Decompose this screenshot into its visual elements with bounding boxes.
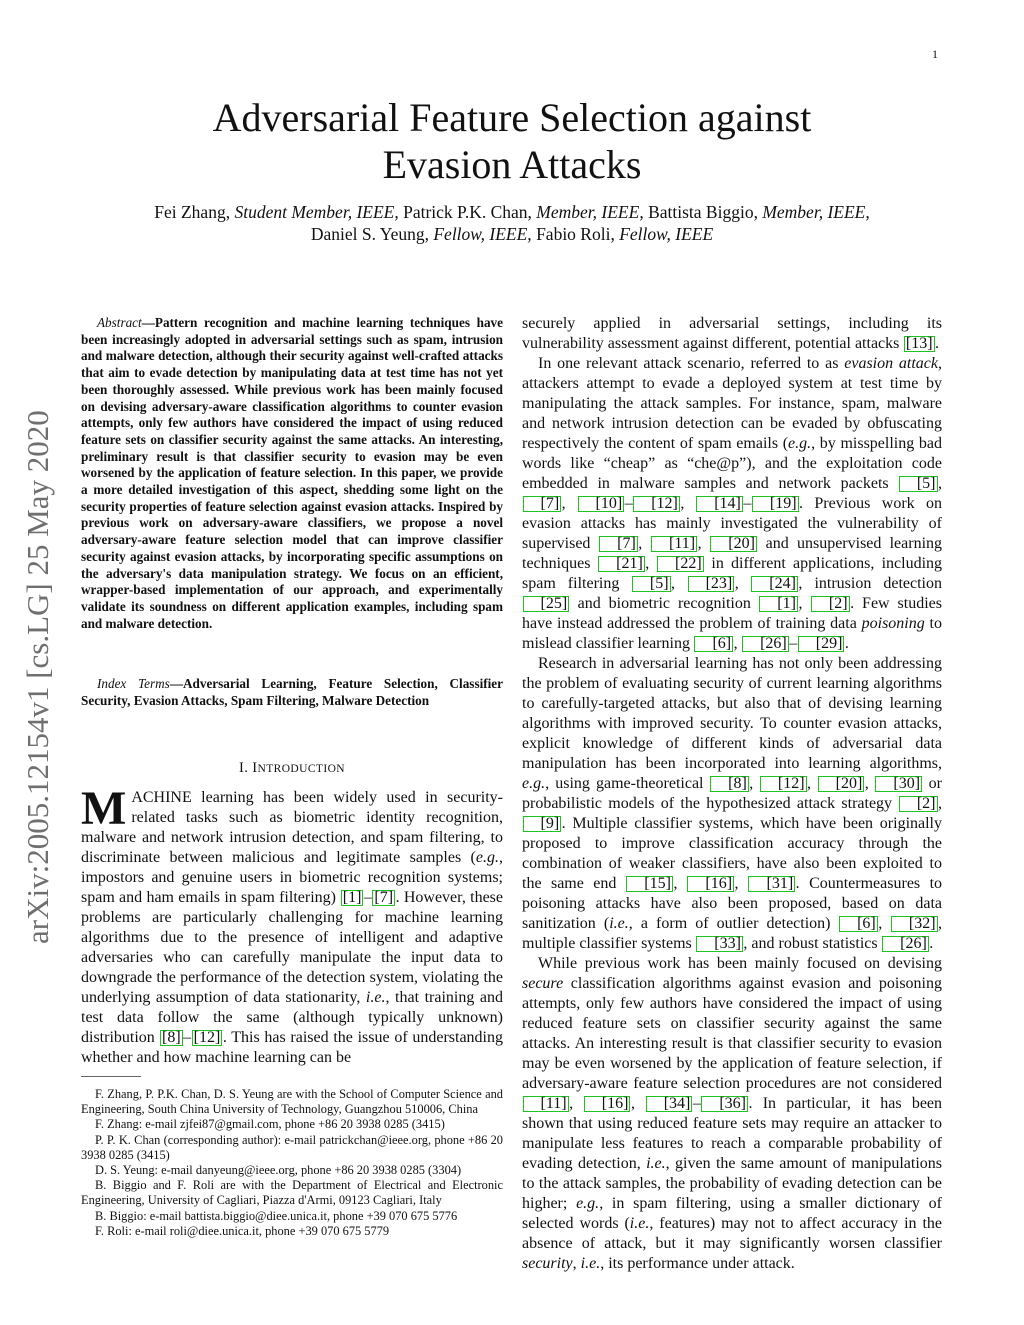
body-text: , by misspelling bad words like “cheap” as “che@p”), and the exploitation code embedded in malware samples and network packets	[522, 435, 942, 492]
author-line-2	[110, 223, 914, 245]
body-text: e.g.	[522, 775, 546, 792]
body-text: ,	[572, 1255, 581, 1272]
citation-link[interactable]: [20]	[710, 536, 757, 552]
right-column	[522, 314, 942, 1274]
footnotes	[81, 1087, 503, 1239]
body-text: . Countermeasures to poisoning attacks have also been proposed, based on data sanitization (	[522, 875, 943, 932]
paragraph	[522, 654, 942, 954]
citation-link[interactable]: [36]	[701, 1096, 748, 1112]
citation-link[interactable]: [12]	[633, 496, 680, 512]
author-name: Fei Zhang,	[154, 202, 235, 222]
citation-link[interactable]: [32]	[891, 916, 938, 932]
citation-link[interactable]: [20]	[818, 776, 865, 792]
citation-link[interactable]: [15]	[626, 876, 673, 892]
index-terms-text: —Adversarial Learning, Feature Selection, Classifier Security, Evasion Attacks, Spam Filtering, Malware Detection	[81, 676, 503, 708]
body-text: securely applied in adversarial settings, including its vulnerability assessment against different, potential attacks	[522, 315, 942, 352]
body-text: ,	[798, 595, 811, 612]
citation-link[interactable]: [7]	[599, 536, 638, 552]
citation-link[interactable]: [10]	[578, 496, 625, 512]
body-text: e.g.	[788, 435, 812, 452]
body-text: secure	[522, 975, 564, 992]
author-name: Daniel S. Yeung,	[310, 224, 434, 244]
citation-link[interactable]: [2]	[811, 596, 850, 612]
section-title-initial: I	[252, 760, 258, 776]
body-text: –	[183, 1029, 192, 1046]
citation-link[interactable]: [1]	[342, 889, 362, 906]
body-text: , its performance under attack.	[600, 1255, 795, 1272]
author-affiliation: Member, IEEE,	[536, 202, 649, 222]
citation-link[interactable]: [31]	[748, 876, 795, 892]
body-text: ,	[864, 775, 875, 792]
citation-link[interactable]: [8]	[710, 776, 749, 792]
citation-link[interactable]: [7]	[374, 889, 394, 906]
body-text: ,	[638, 535, 651, 552]
citation-link[interactable]: [34]	[646, 1096, 693, 1112]
footnote: F. Roli: e-mail roli@diee.unica.it, phone +39 070 675 5779	[95, 1223, 390, 1238]
body-text: .	[929, 935, 934, 952]
body-text: , attackers attempt to evade a deployed system at test time by manipulating the attack samples. For instance, spam, malware and network intrusion detection can be evaded by obfuscating respectively the content of spam emails (	[522, 355, 943, 452]
arxiv-identifier: arXiv:2005.12154v1 [cs.LG] 25 May 2020	[20, 410, 55, 944]
page-number: 1	[932, 47, 938, 61]
body-text: In one relevant attack scenario, referred to as	[538, 355, 845, 372]
author-line-1	[110, 201, 914, 223]
body-text: i.e.	[609, 915, 629, 932]
footnote-rule	[81, 1076, 141, 1077]
section-heading	[81, 760, 503, 777]
body-text: . However, these problems are particularly challenging for machine learning algorithms due to the presence of intelligent and adaptive adversaries who can carefully manipulate the input data to downgrade the performance of the detection system, violating the underlying assumption of data stationarity,	[81, 889, 503, 1006]
paragraph	[522, 314, 942, 354]
body-text: , in spam filtering, using a smaller dictionary of selected words (	[522, 1195, 942, 1232]
body-text: . This has raised the issue of understanding whether and how machine learning can be	[81, 1029, 503, 1066]
body-text: ,	[673, 875, 687, 892]
body-text: i.e.	[646, 1155, 666, 1172]
footnote: F. Zhang: e-mail zjfei87@gmail.com, phone +86 20 3938 0285 (3415)	[95, 1117, 445, 1132]
section-title-rest: NTRODUCTION	[257, 763, 345, 775]
citation-link[interactable]: [23]	[688, 576, 735, 592]
author-name: Patrick P.K. Chan,	[403, 202, 537, 222]
paragraph	[522, 954, 942, 1274]
author-affiliation: Student Member, IEEE,	[234, 202, 404, 222]
citation-link[interactable]: [14]	[696, 496, 743, 512]
body-text: ,	[807, 775, 818, 792]
author-name: Fabio Roli,	[536, 224, 620, 244]
body-text: , and robust statistics	[743, 935, 882, 952]
body-text: ,	[938, 795, 942, 812]
body-text: –	[624, 495, 633, 512]
body-text: –	[363, 889, 372, 906]
body-text: i.e.	[580, 1255, 601, 1272]
body-text: ,	[938, 475, 942, 492]
citation-link[interactable]: [13]	[905, 335, 933, 352]
citation-link[interactable]: [11]	[651, 536, 697, 552]
citation-link[interactable]: [26]	[742, 636, 789, 652]
citation-link[interactable]: [7]	[523, 496, 562, 512]
body-text: . Multiple classifier systems, which have been originally proposed to improve classification accuracy through the combination of weaker classifiers, have also been exploited to the same end	[522, 815, 942, 892]
body-text: , a form of outlier detection)	[628, 915, 839, 932]
body-text: ACHINE learning has been widely used in security-related tasks such as biometric identity recognition, malware and network intrusion detection, and spam filtering, to discriminate between malicious and legitimate samples (	[81, 789, 503, 866]
body-text: , intrusion detection	[798, 575, 942, 592]
body-text: to mislead classifier learning	[522, 615, 942, 652]
abstract-text: —Pattern recognition and machine learning techniques have been increasingly adopted in adversarial settings such as spam, intrusion and malware detection, although their security against well-crafted attacks that aim to evade detection by manipulating data at test time has not yet been thoroughly assessed. While previous work has been mainly focused on devising adversary-aware classification algorithms to counter evasion attempts, only few authors have considered the impact of using reduced feature sets on classifier security against the same attacks. An interesting, preliminary result is that classifier security to evasion may be even worsened by the application of feature selection. In this paper, we provide a more detailed investigation of this aspect, shedding some light on the security properties of feature selection against evasion attacks. Inspired by previous work on adversary-aware classifiers, we propose a novel adversary-aware feature selection model that can improve classifier security against evasion attacks, by incorporating specific assumptions on the adversary's data manipulation strategy. We focus on an efficient, wrapper-based implementation of our approach, and experimentally validate its soundness on different application examples, including spam and malware detection.	[81, 315, 503, 631]
body-text: e.g.	[576, 1195, 600, 1212]
citation-link[interactable]: [11]	[523, 1096, 569, 1112]
citation-link[interactable]: [6]	[839, 916, 878, 932]
body-text: ,	[645, 555, 657, 572]
body-text: ,	[630, 1095, 646, 1112]
body-text: , features) may not to affect accuracy in the absence of attack, but it may significantly worsen classifier	[522, 1215, 942, 1252]
body-text: .	[844, 635, 849, 652]
citation-link[interactable]: [26]	[882, 936, 929, 952]
body-text: , impostors and genuine users in biometric recognition systems; spam and ham emails in spam filtering)	[81, 849, 503, 906]
footnote: B. Biggio and F. Roli are with the Department of Electrical and Electronic Engineering, University of Cagliari, Piazza d'Armi, 09123 Cagliari, Italy	[81, 1178, 503, 1208]
citation-link[interactable]: [5]	[899, 476, 938, 492]
introduction-body	[81, 782, 503, 1068]
body-text: –	[743, 495, 752, 512]
paragraph	[522, 354, 942, 654]
citation-link[interactable]: [24]	[751, 576, 798, 592]
citation-link[interactable]: [33]	[696, 936, 743, 952]
citation-link[interactable]: [1]	[759, 596, 798, 612]
body-text: ,	[734, 875, 748, 892]
body-text: , using game-theoretical	[545, 775, 710, 792]
section-number: I.	[239, 760, 253, 776]
citation-link[interactable]: [16]	[584, 1096, 631, 1112]
body-text: –	[692, 1095, 701, 1112]
body-text: and unsupervised learning techniques	[522, 535, 943, 572]
citation-link[interactable]: [21]	[598, 556, 645, 572]
body-text: poisoning	[861, 615, 925, 632]
body-text: ,	[680, 495, 696, 512]
title-line-2: Evasion Attacks	[382, 142, 642, 187]
citation-link[interactable]: [12]	[193, 1029, 221, 1046]
drop-cap: M	[81, 782, 127, 835]
title-line-1: Adversarial Feature Selection against	[212, 95, 812, 140]
footnote: F. Zhang, P. P.K. Chan, D. S. Yeung are with the School of Computer Science and Engineering, South China University of Technology, Guangzhou 510006, China	[81, 1087, 503, 1117]
body-text: or probabilistic models of the hypothesized attack strategy	[522, 775, 942, 812]
body-text: . Few studies have instead addressed the problem of training data	[522, 595, 943, 632]
body-text: While previous work has been mainly focused on devising	[538, 955, 942, 972]
body-text: ,	[734, 575, 751, 592]
body-text: ,	[697, 535, 710, 552]
body-text: .	[935, 335, 940, 352]
citation-link[interactable]: [30]	[875, 776, 922, 792]
body-text: security	[522, 1255, 573, 1272]
body-text: in different applications, including spam filtering	[522, 555, 943, 592]
body-text: i.e.	[629, 1215, 650, 1232]
citation-link[interactable]: [12]	[760, 776, 807, 792]
citation-link[interactable]: [6]	[694, 636, 733, 652]
citation-link[interactable]: [8]	[162, 1029, 181, 1046]
citation-link[interactable]: [22]	[657, 556, 704, 572]
body-text: –	[789, 635, 798, 652]
body-text: . In particular, it has been shown that using reduced feature sets may require an attacker to manipulate less features to reach a comparable probability of evading detection,	[522, 1095, 943, 1172]
author-affiliation: Fellow, IEEE,	[433, 224, 537, 244]
citation-link[interactable]: [25]	[523, 596, 570, 612]
footnote: D. S. Yeung: e-mail danyeung@ieee.org, phone +86 20 3938 0285 (3304)	[95, 1163, 462, 1178]
citation-link[interactable]: [16]	[687, 876, 734, 892]
footnote: P. P. K. Chan (corresponding author): e-mail patrickchan@ieee.org, phone +86 20 3938 0285 (3415)	[81, 1132, 503, 1162]
paper-title	[150, 94, 874, 188]
body-text: Research in adversarial learning has not only been addressing the problem of evaluating security of current learning algorithms to carefully-targeted attacks, but also that of devising learning algorithms with improved security. To counter evasion attacks, explicit knowledge of different kinds of adversarial data manipulation has been incorporated into learning algorithms,	[522, 655, 942, 772]
citation-link[interactable]: [5]	[632, 576, 671, 592]
body-text: ,	[569, 1095, 584, 1112]
author-affiliation: Fellow, IEEE	[619, 224, 714, 244]
body-text: ,	[561, 495, 578, 512]
author-name: Battista Biggio,	[648, 202, 763, 222]
body-text: . Previous work on evasion attacks has mainly investigated the vulnerability of supervised	[522, 495, 943, 552]
index-terms	[81, 676, 503, 709]
body-text: ,	[733, 635, 742, 652]
abstract-label: Abstract	[97, 315, 142, 330]
citation-link[interactable]: [2]	[899, 796, 938, 812]
author-affiliation: Member, IEEE,	[762, 202, 870, 222]
body-text: , given the same amount of manipulations to the attack samples, the probability of evading detection can be higher;	[522, 1155, 942, 1212]
body-text: , multiple classifier systems	[522, 915, 943, 952]
abstract	[81, 315, 503, 632]
body-text: i.e.	[365, 989, 386, 1006]
body-text: evasion attack	[844, 355, 939, 372]
index-terms-label: Index Terms	[97, 676, 170, 691]
body-text: e.g.	[475, 849, 499, 866]
footnote: B. Biggio: e-mail battista.biggio@diee.unica.it, phone +39 070 675 5776	[95, 1208, 458, 1223]
author-list	[110, 201, 914, 245]
body-text: , that training and test data follow the same (although typically unknown) distribution	[81, 989, 503, 1046]
citation-link[interactable]: [19]	[752, 496, 799, 512]
body-text: ,	[878, 915, 891, 932]
body-text: and biometric recognition	[569, 595, 759, 612]
citation-link[interactable]: [9]	[523, 816, 562, 832]
citation-link[interactable]: [29]	[798, 636, 845, 652]
body-text: ,	[671, 575, 688, 592]
body-text: ,	[749, 775, 760, 792]
body-text: classification algorithms against evasion and poisoning attempts, only few authors have considered the impact of using reduced feature sets on classifier security against the same attacks. An interesting result is that classifier security to evasion may be even worsened by the application of feature selection, if adversary-aware feature selection procedures are not considered	[522, 975, 942, 1092]
